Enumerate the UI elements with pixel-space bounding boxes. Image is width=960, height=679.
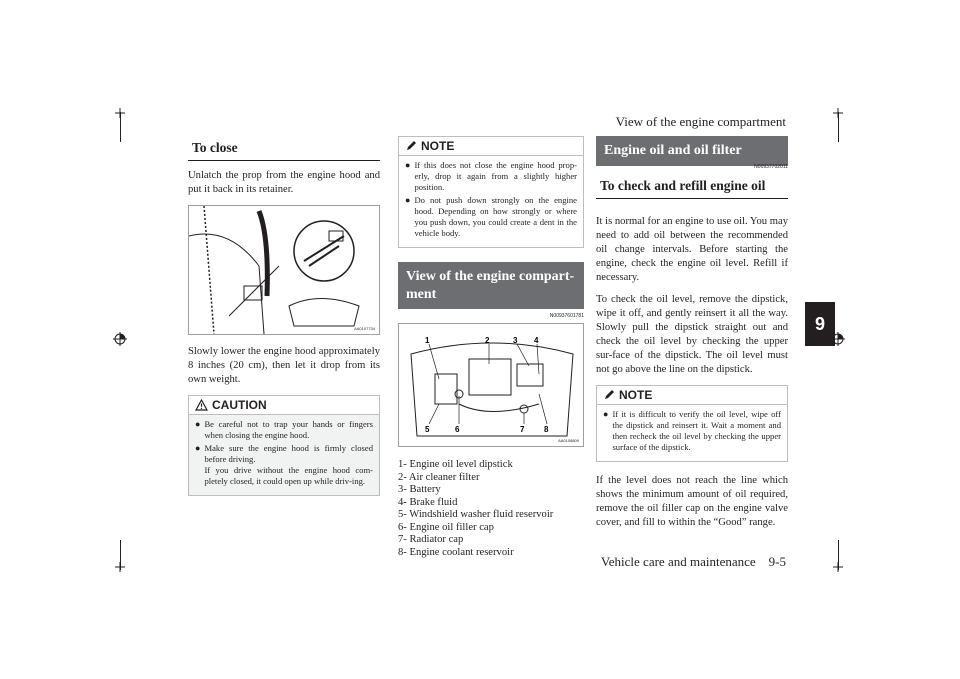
list-item: 7- Radiator cap [398, 534, 464, 545]
list-item: 5- Windshield washer fluid reservoir [398, 509, 554, 520]
list-item: 1- Engine oil level dipstick [398, 459, 513, 470]
note-header [399, 137, 583, 156]
note-body [399, 156, 583, 247]
bullet-icon: ● [195, 419, 201, 429]
heading-engine-oil-filter: Engine oil and oil filter [596, 136, 788, 166]
note-item: ● If this does not close the engine hood prop-erly, drop it again from a slightly higher position. [405, 160, 577, 192]
engine-compartment-illustration [398, 323, 584, 447]
note-label: NOTE [421, 139, 455, 153]
engine-compartment-drawing [399, 324, 584, 446]
heading-view-engine-compartment: View of the engine compart-ment [398, 262, 584, 309]
paragraph-lower-hood: Slowly lower the engine hood approximately 8 inches (20 cm), then let it drop from its own weight. [188, 346, 380, 385]
footer-section: Vehicle care and maintenance [600, 554, 756, 569]
hood-prop-illustration [188, 205, 380, 335]
callout-6: 6 [455, 425, 460, 434]
column-1 [188, 136, 380, 496]
pencil-icon [405, 140, 417, 152]
caution-header [189, 396, 379, 415]
illustration-id: AA0108809 [558, 438, 579, 443]
heading-to-close: To close [188, 136, 380, 161]
illustration-id: AA0107734 [354, 326, 375, 331]
callout-7: 7 [520, 425, 525, 434]
callout-5: 5 [425, 425, 430, 434]
paragraph-oil-use: It is normal for an engine to use oil. You may need to add oil between the recommended oil change intervals. Before starting the engine, check the engine oil level. Refill if necessary. [596, 215, 788, 283]
registration-mark-left [113, 332, 127, 346]
column-3 [596, 136, 788, 538]
bullet-icon: ● [405, 195, 411, 205]
caution-item: ● Make sure the engine hood is firmly closed before driving. If you drive without the engine hood com-pletely closed, it could open up while driv-ing. [195, 443, 373, 486]
list-item: 3- Battery [398, 484, 441, 495]
list-item: 4- Brake fluid [398, 496, 458, 508]
list-item: 2- Air cleaner filter [398, 471, 480, 483]
pencil-icon [603, 389, 615, 401]
list-item: 8- Engine coolant reservoir [398, 546, 514, 558]
bullet-icon: ● [603, 408, 609, 419]
caution-box [188, 395, 380, 496]
callout-4: 4 [534, 336, 539, 345]
callout-2: 2 [485, 336, 490, 345]
bullet-icon: ● [405, 160, 411, 170]
note-header [597, 386, 787, 405]
caution-item: ● Be careful not to trap your hands or fingers when closing the engine hood. [195, 419, 373, 440]
footer-page-number: 9-5 [768, 554, 786, 569]
caution-body [189, 415, 379, 495]
warning-triangle-icon [195, 399, 208, 411]
note-box [398, 136, 584, 248]
registration-mark-top-right [831, 106, 845, 120]
parts-list [398, 459, 584, 559]
oil-body-text [596, 215, 788, 377]
note-label: NOTE [619, 387, 653, 402]
note-item: ● If it is difficult to verify the oil level, wipe off the dipstick and reinsert it. Wait a moment and then recheck the oil level by checking the upper surface of the dipstick. [603, 408, 781, 452]
note-box [596, 385, 788, 462]
bullet-icon: ● [195, 443, 201, 453]
page-header-title: View of the engine compartment [615, 114, 786, 129]
callout-3: 3 [513, 336, 518, 345]
paragraph-check-level: To check the oil level, remove the dipstick, wipe it off, and gently reinsert it all the way. Slowly pull the dipstick straight out and check the oil level by checking the upper sur-face of the dipstick. The oil level must not go above the line on the dipstick. [596, 293, 788, 375]
oil-body-text-2 [596, 474, 788, 530]
list-item: 6- Engine oil filler cap [398, 521, 494, 533]
chapter-tab: 9 [805, 302, 835, 346]
registration-mark-bottom-left [113, 560, 127, 574]
registration-mark-bottom-right [831, 560, 845, 574]
callout-8: 8 [544, 425, 549, 434]
paragraph-refill: If the level does not reach the line which shows the minimum amount of oil required, remove the oil filler cap on the engine valve cover, and fill to within the “Good” range. [596, 474, 788, 528]
section-code: N00937702011 [754, 163, 788, 170]
heading-check-refill-oil: To check and refill engine oil [596, 174, 788, 199]
section-code: N00937601781 [549, 313, 584, 319]
column-2 [398, 136, 584, 559]
hood-prop-drawing [189, 206, 379, 334]
page-footer [601, 554, 786, 570]
note-body [597, 405, 787, 461]
registration-mark-top-left [113, 106, 127, 120]
caution-label: CAUTION [212, 398, 267, 412]
paragraph-unlatch: Unlatch the prop from the engine hood and put it back in its retainer. [188, 170, 380, 195]
note-item: ● Do not push down strongly on the engine hood. Depending on how strongly or where you push down, you could create a dent in the vehicle body. [405, 195, 577, 238]
callout-1: 1 [425, 336, 430, 345]
